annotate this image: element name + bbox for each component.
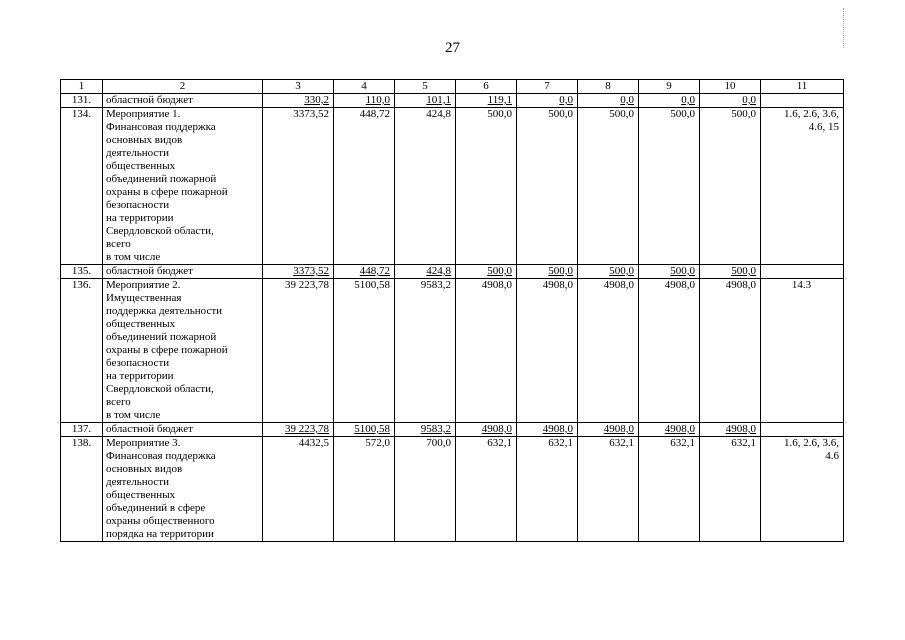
col-header-3: 3 <box>263 80 334 94</box>
value-cell-col-7: 500,0 <box>517 265 578 279</box>
indicator-line: 14.3 <box>791 279 812 291</box>
value-cell-col-4: 110,0 <box>334 94 395 108</box>
value-cell-col-4: 572,0 <box>334 437 395 542</box>
value-cell-col-9: 500,0 <box>639 265 700 279</box>
value-cell-col-10: 4908,0 <box>700 423 761 437</box>
value-cell-col-4: 5100,58 <box>334 279 395 423</box>
target-indicators-cell <box>761 265 844 279</box>
description-line: Мероприятие 2. <box>106 279 181 291</box>
indicator-line: 1.6, 2.6, 3.6, <box>784 437 839 449</box>
value-cell-col-8: 632,1 <box>578 437 639 542</box>
row-number: 131. <box>61 94 103 108</box>
indicator-line: 4.6, 15 <box>808 121 839 133</box>
col-header-1: 1 <box>61 80 103 94</box>
col-header-9: 9 <box>639 80 700 94</box>
value-cell-col-8: 0,0 <box>578 94 639 108</box>
value-cell-col-3: 3373,52 <box>263 108 334 265</box>
description-line: охраны общественного <box>106 515 215 527</box>
row-number: 137. <box>61 423 103 437</box>
description-line: деятельности <box>106 147 169 159</box>
target-indicators-cell <box>761 437 844 542</box>
budget-source-row <box>61 423 844 437</box>
measure-row <box>61 108 844 265</box>
col-header-11: 11 <box>761 80 844 94</box>
description-line: на территории <box>106 370 174 382</box>
indicator-line: 4.6 <box>825 450 839 462</box>
value-cell-col-9: 500,0 <box>639 108 700 265</box>
col-header-6: 6 <box>456 80 517 94</box>
description-line: Мероприятие 3. <box>106 437 181 449</box>
value-cell-col-4: 448,72 <box>334 108 395 265</box>
value-cell-col-5: 700,0 <box>395 437 456 542</box>
budget-source-row <box>61 265 844 279</box>
col-header-2: 2 <box>103 80 263 94</box>
description-line: охраны в сфере пожарной <box>106 344 228 356</box>
value-cell-col-6: 500,0 <box>456 265 517 279</box>
row-description <box>103 279 263 423</box>
description-line: общественных <box>106 160 176 172</box>
description-line: безопасности <box>106 199 170 211</box>
value-cell-col-4: 448,72 <box>334 265 395 279</box>
value-cell-col-3: 3373,52 <box>263 265 334 279</box>
value-cell-col-6: 4908,0 <box>456 279 517 423</box>
description-line: общественных <box>106 489 176 501</box>
table-body <box>61 80 844 542</box>
value-cell-col-7: 500,0 <box>517 108 578 265</box>
description-line: Мероприятие 1. <box>106 108 181 120</box>
value-cell-col-8: 4908,0 <box>578 423 639 437</box>
value-cell-col-5: 9583,2 <box>395 423 456 437</box>
row-description: областной бюджет <box>103 94 263 108</box>
value-cell-col-9: 4908,0 <box>639 279 700 423</box>
budget-table <box>60 79 844 542</box>
target-indicators-cell <box>761 94 844 108</box>
value-cell-col-10: 500,0 <box>700 265 761 279</box>
description-line: Финансовая поддержка <box>106 121 216 133</box>
row-description: областной бюджет <box>103 423 263 437</box>
value-cell-col-5: 424,8 <box>395 108 456 265</box>
description-line: Свердловской области, <box>106 383 214 395</box>
value-cell-col-6: 119,1 <box>456 94 517 108</box>
indicator-line: 1.6, 2.6, 3.6, <box>784 108 839 120</box>
value-cell-col-9: 0,0 <box>639 94 700 108</box>
value-cell-col-6: 500,0 <box>456 108 517 265</box>
description-line: деятельности <box>106 476 169 488</box>
page-number: 27 <box>445 40 460 56</box>
value-cell-col-10: 632,1 <box>700 437 761 542</box>
value-cell-col-7: 4908,0 <box>517 279 578 423</box>
value-cell-col-6: 4908,0 <box>456 423 517 437</box>
value-cell-col-3: 330,2 <box>263 94 334 108</box>
value-cell-col-10: 500,0 <box>700 108 761 265</box>
row-description <box>103 437 263 542</box>
value-cell-col-9: 4908,0 <box>639 423 700 437</box>
description-line: общественных <box>106 318 176 330</box>
budget-source-row <box>61 94 844 108</box>
description-line: объединений в сфере <box>106 502 206 514</box>
value-cell-col-10: 0,0 <box>700 94 761 108</box>
row-description <box>103 108 263 265</box>
target-indicators-cell <box>761 279 844 423</box>
description-line: всего <box>106 238 131 250</box>
header-row <box>61 80 844 94</box>
value-cell-col-7: 0,0 <box>517 94 578 108</box>
description-line: Свердловской области, <box>106 225 214 237</box>
measure-row <box>61 437 844 542</box>
col-header-7: 7 <box>517 80 578 94</box>
description-line: безопасности <box>106 357 170 369</box>
row-number: 135. <box>61 265 103 279</box>
col-header-10: 10 <box>700 80 761 94</box>
description-line: поддержка деятельности <box>106 305 223 317</box>
description-line: всего <box>106 396 131 408</box>
value-cell-col-10: 4908,0 <box>700 279 761 423</box>
value-cell-col-8: 4908,0 <box>578 279 639 423</box>
description-line: основных видов <box>106 134 183 146</box>
description-line: объединений пожарной <box>106 173 217 185</box>
value-cell-col-8: 500,0 <box>578 265 639 279</box>
description-line: Финансовая поддержка <box>106 450 216 462</box>
description-line: объединений пожарной <box>106 331 217 343</box>
value-cell-col-3: 4432,5 <box>263 437 334 542</box>
row-number: 138. <box>61 437 103 542</box>
row-number: 134. <box>61 108 103 265</box>
row-description: областной бюджет <box>103 265 263 279</box>
description-line: в том числе <box>106 251 161 263</box>
measure-row <box>61 279 844 423</box>
scan-edge-mark <box>843 8 846 48</box>
col-header-5: 5 <box>395 80 456 94</box>
description-line: Имущественная <box>106 292 182 304</box>
col-header-4: 4 <box>334 80 395 94</box>
target-indicators-cell <box>761 108 844 265</box>
value-cell-col-8: 500,0 <box>578 108 639 265</box>
description-line: в том числе <box>106 409 161 421</box>
description-line: на территории <box>106 212 174 224</box>
value-cell-col-3: 39 223,78 <box>263 279 334 423</box>
value-cell-col-7: 4908,0 <box>517 423 578 437</box>
value-cell-col-5: 9583,2 <box>395 279 456 423</box>
value-cell-col-5: 101,1 <box>395 94 456 108</box>
value-cell-col-4: 5100,58 <box>334 423 395 437</box>
value-cell-col-5: 424,8 <box>395 265 456 279</box>
value-cell-col-7: 632,1 <box>517 437 578 542</box>
col-header-8: 8 <box>578 80 639 94</box>
value-cell-col-9: 632,1 <box>639 437 700 542</box>
row-number: 136. <box>61 279 103 423</box>
description-line: охраны в сфере пожарной <box>106 186 228 198</box>
target-indicators-cell <box>761 423 844 437</box>
description-line: порядка на территории <box>106 528 214 540</box>
value-cell-col-3: 39 223,78 <box>263 423 334 437</box>
value-cell-col-6: 632,1 <box>456 437 517 542</box>
description-line: основных видов <box>106 463 183 475</box>
